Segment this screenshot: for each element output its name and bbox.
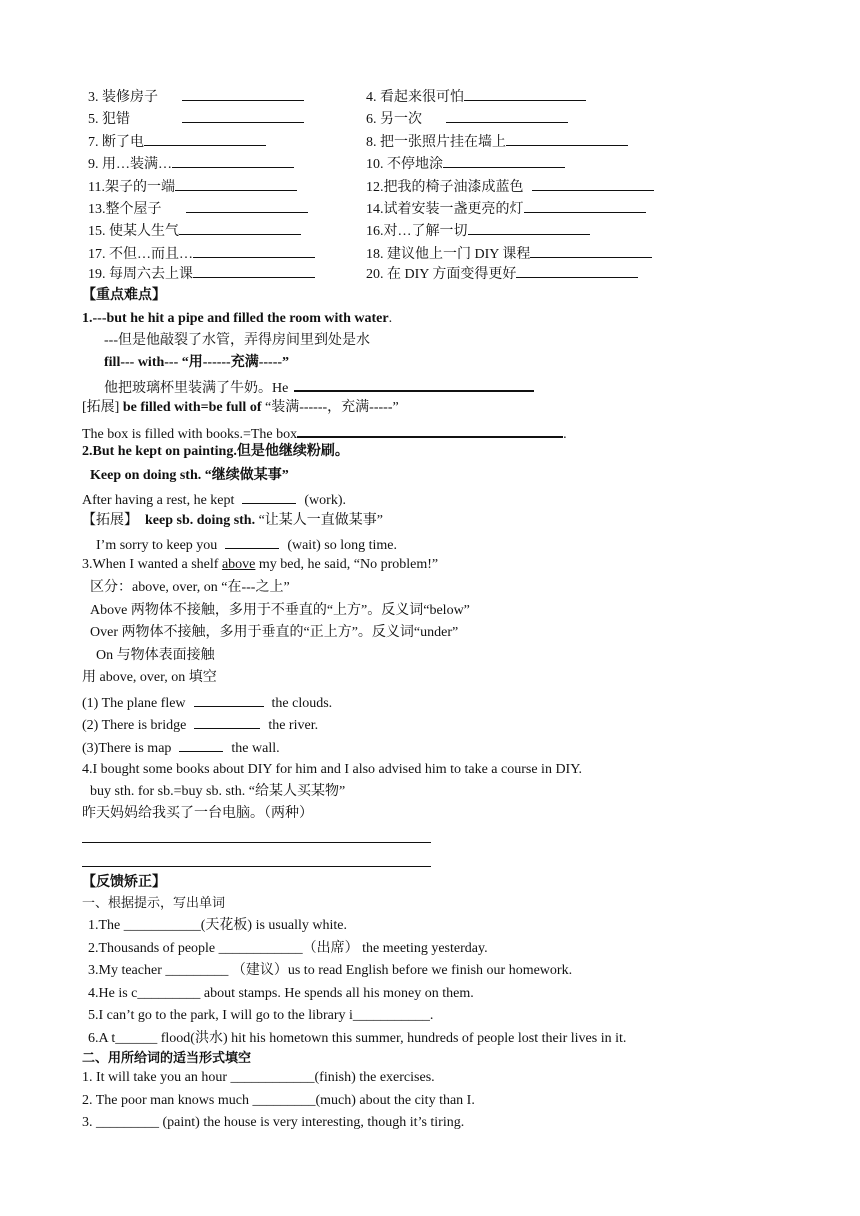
vocab-item: 16.对…了解一切 xyxy=(366,220,590,242)
vocab-item: 19. 每周六去上课 xyxy=(88,263,315,285)
vocab-item: 17. 不但…而且… xyxy=(88,243,315,265)
key-point-2-example: After having a rest, he kept (work). xyxy=(82,489,346,511)
answer-line xyxy=(82,866,431,867)
vocab-item: 7. 断了电 xyxy=(88,131,266,153)
exercise-item: 3. _________ (paint) the house is very interesting, though it’s tiring. xyxy=(82,1115,465,1130)
vocab-item: 13.整个屋子 xyxy=(88,198,308,220)
key-point-1-extension: [拓展] be filled with=be full of “装满------，充满-----” xyxy=(82,400,399,415)
key-point-3-on: On 与物体表面接触 xyxy=(96,648,215,663)
part-2-title: 二、用所给词的适当形式填空 xyxy=(82,1051,252,1066)
vocab-item: 5. 犯错 xyxy=(88,108,304,130)
key-point-2-example-2: I’m sorry to keep you (wait) so long time. xyxy=(96,534,397,556)
key-point-3-q3: (3)There is map the wall. xyxy=(82,737,280,759)
vocab-item: 3. 装修房子 xyxy=(88,86,304,108)
key-point-3-fill-instruction: 用 above, over, on 填空 xyxy=(82,670,217,685)
section-title-feedback: 【反馈矫正】 xyxy=(82,875,166,890)
key-point-3-title: 3.When I wanted a shelf above my bed, he said, “No problem!” xyxy=(82,557,439,572)
vocab-item: 18. 建议他上一门 DIY 课程 xyxy=(366,243,652,265)
vocab-item: 11.架子的一端 xyxy=(88,176,297,198)
key-point-2-rule: Keep on doing sth. “继续做某事” xyxy=(90,468,289,483)
exercise-item: 5.I can’t go to the park, I will go to the library i___________. xyxy=(88,1008,434,1023)
exercise-item: 4.He is c_________ about stamps. He spends all his money on them. xyxy=(88,986,474,1001)
key-point-4-example: 昨天妈妈给我买了一台电脑。（两种） xyxy=(82,806,313,821)
key-point-2-extension: 【拓展】 keep sb. doing sth. “让某人一直做某事” xyxy=(82,513,384,528)
vocab-item: 15. 使某人生气 xyxy=(88,220,301,242)
section-title-key-points: 【重点难点】 xyxy=(82,288,166,303)
vocab-item: 9. 用…装满… xyxy=(88,153,294,175)
exercise-item: 3.My teacher _________ （建议）us to read English before we finish our homework. xyxy=(88,963,573,978)
vocab-item: 4. 看起来很可怕 xyxy=(366,86,586,108)
key-point-1-title: 1.---but he hit a pipe and filled the room with water. xyxy=(82,311,393,326)
key-point-3-above: Above 两物体不接触，多用于不垂直的“上方”。反义词“below” xyxy=(90,603,470,618)
part-1-title: 一、根据提示，写出单词 xyxy=(82,896,226,911)
key-point-3-over: Over 两物体不接触，多用于垂直的“正上方”。反义词“under” xyxy=(90,625,459,640)
key-point-1-translation: ---但是他敲裂了水管，弄得房间里到处是水 xyxy=(104,333,370,348)
key-point-3-q2: (2) There is bridge the river. xyxy=(82,714,318,736)
vocab-item: 10. 不停地涂 xyxy=(366,153,565,175)
key-point-2-title: 2.But he kept on painting.但是他继续粉刷。 xyxy=(82,444,349,459)
exercise-item: 6.A t______ flood(洪水) hit his hometown this summer, hundreds of people lost their lives in it. xyxy=(88,1031,627,1046)
answer-line xyxy=(82,842,431,843)
exercise-item: 2.Thousands of people ____________（出席） the meeting yesterday. xyxy=(88,941,488,956)
exercise-item: 2. The poor man knows much _________(much) about the city than I. xyxy=(82,1093,475,1108)
exercise-item: 1.The ___________(天花板) is usually white. xyxy=(88,918,347,933)
vocab-item: 6. 另一次 xyxy=(366,108,568,130)
key-point-1-example: 他把玻璃杯里装满了牛奶。He xyxy=(104,376,534,399)
key-point-4-title: 4.I bought some books about DIY for him and I also advised him to take a course in DIY. xyxy=(82,762,583,777)
vocab-item: 8. 把一张照片挂在墙上 xyxy=(366,131,628,153)
exercise-item: 1. It will take you an hour ____________(finish) the exercises. xyxy=(82,1070,435,1085)
key-point-1-rule: fill--- with--- “用------充满-----” xyxy=(104,355,290,370)
key-point-3-q1: (1) The plane flew the clouds. xyxy=(82,692,332,714)
key-point-1-box-example: The box is filled with books.=The box . xyxy=(82,422,567,445)
vocab-item: 14.试着安装一盏更亮的灯 xyxy=(366,198,646,220)
key-point-3-difference: 区分：above, over, on “在---之上” xyxy=(90,580,290,595)
vocab-item: 12.把我的椅子油漆成蓝色 xyxy=(366,176,654,198)
key-point-4-rule: buy sth. for sb.=buy sb. sth. “给某人买某物” xyxy=(90,784,346,799)
vocab-item: 20. 在 DIY 方面变得更好 xyxy=(366,263,638,285)
